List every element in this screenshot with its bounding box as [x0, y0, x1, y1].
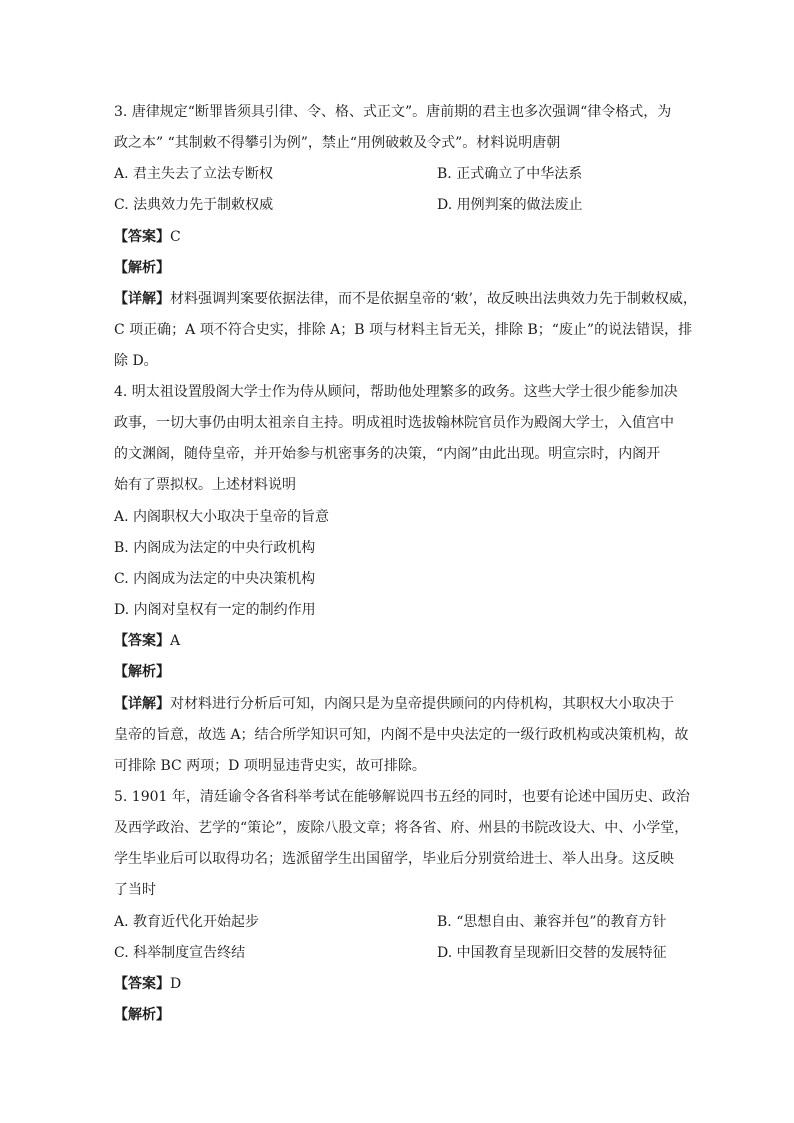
q4-analysis-tag: 【解析】: [114, 664, 170, 680]
q3-option-d: D. 用例判案的做法废止: [437, 197, 583, 213]
q3-detail-tag: 【详解】: [114, 291, 170, 307]
q5-option-d: D. 中国教育呈现新旧交替的发展特征: [437, 945, 667, 961]
q5-option-c: C. 科举制度宣告终结: [114, 945, 246, 961]
q3-option-a: A. 君主失去了立法专断权: [114, 166, 274, 182]
q4-stem-line-3: 的文渊阁，随侍皇帝，并开始参与机密事务的决策，“内阁”由此出现。明宣宗时，内阁开: [114, 446, 661, 462]
q3-answer-value: C: [170, 229, 181, 245]
q5-stem-line-2: 及西学政治、艺学的“策论”，废除八股文章；将各省、府、州县的书院改设大、中、小学堂，: [114, 820, 689, 836]
q3-detail-line-2: C 项正确；A 项不符合史实，排除 A；B 项与材料主旨无关，排除 B；“废止”的说法错误，排: [114, 322, 693, 338]
q5-stem-line-4: 了当时: [114, 882, 156, 898]
q3-analysis-tag: 【解析】: [114, 260, 170, 276]
q3-answer: [114, 227, 680, 247]
q3-stem-line-2: 政之本” “其制敕不得攀引为例”，禁止“用例破敕及令式”。材料说明唐朝: [114, 135, 561, 151]
q5-option-a: A. 教育近代化开始起步: [114, 914, 260, 930]
q5-answer-value: D: [170, 976, 182, 992]
q5-option-b: B. “思想自由、兼容并包”的教育方针: [437, 914, 667, 930]
q5-answer-tag: 【答案】: [114, 976, 170, 992]
q4-option-b: B. 内阁成为法定的中央行政机构: [114, 540, 316, 556]
q3-stem-line-1: 3. 唐律规定“断罪皆须具引律、令、格、式正文”。唐前期的君主也多次强调“律令格式，为: [114, 104, 672, 120]
q4-stem-line-1: 4. 明太祖设置殷阁大学士作为侍从顾问，帮助他处理繁多的政务。这些大学士很少能参加决: [114, 384, 678, 400]
q5-answer: [114, 974, 680, 994]
q4-detail-line-3: 可排除 BC 两项；D 项明显违背史实，故可排除。: [114, 758, 426, 774]
q4-option-a: A. 内阁职权大小取决于皇帝的旨意: [114, 509, 330, 525]
q3-option-c: C. 法典效力先于制敕权威: [114, 197, 274, 213]
q5-stem-line-3: 学生毕业后可以取得功名；选派留学生出国留学，毕业后分别赏给进士、举人出身。这反映: [114, 851, 674, 867]
q4-answer-value: A: [170, 633, 181, 649]
q3-answer-tag: 【答案】: [114, 229, 170, 245]
q4-option-d: D. 内阁对皇权有一定的制约作用: [114, 602, 316, 618]
q4-stem-line-4: 始有了票拟权。上述材料说明: [114, 477, 296, 493]
q5-stem-line-1: 5. 1901 年，清廷谕令各省科举考试在能够解说四书五经的同时，也要有论述中国历史、政治: [114, 789, 690, 805]
q3-detail-line-3: 除 D。: [114, 353, 158, 369]
q4-answer-tag: 【答案】: [114, 633, 170, 649]
q5-analysis-tag: 【解析】: [114, 1007, 170, 1023]
q4-stem-line-2: 政事，一切大事仍由明太祖亲自主持。明成祖时选拔翰林院官员作为殿阁大学士，入值宫中: [114, 415, 674, 431]
q4-detail-line-1: [114, 694, 680, 714]
q3-detail-text-1: 材料强调判案要依据法律，而不是依据皇帝的‘敕’，故反映出法典效力先于制敕权威，: [170, 291, 697, 307]
q4-detail-line-2: 皇帝的旨意，故选 A；结合所学知识可知，内阁不是中央法定的一级行政机构或决策机构，故: [114, 727, 689, 743]
q3-option-b: B. 正式确立了中华法系: [437, 166, 583, 182]
q4-detail-text-1: 对材料进行分析后可知，内阁只是为皇帝提供顾问的内侍机构，其职权大小取决于: [170, 696, 674, 712]
q4-detail-tag: 【详解】: [114, 696, 170, 712]
q3-detail-line-1: [114, 289, 697, 309]
q4-answer: [114, 631, 680, 651]
q4-option-c: C. 内阁成为法定的中央决策机构: [114, 571, 316, 587]
